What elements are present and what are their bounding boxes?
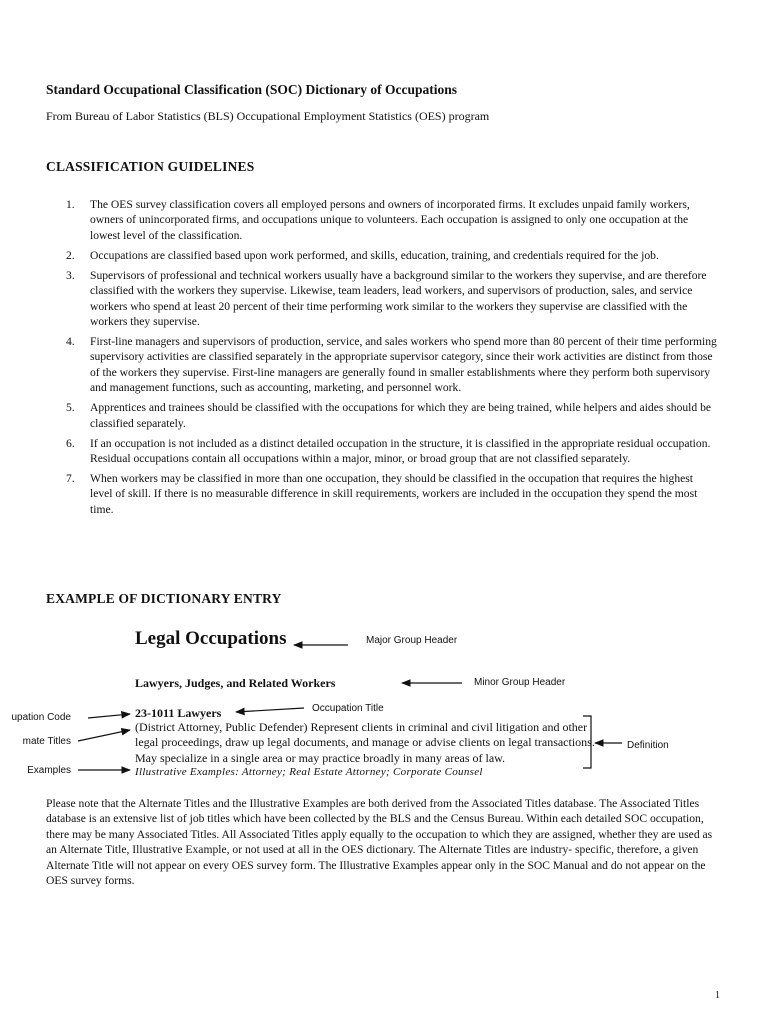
callout-minor-group-header: Minor Group Header [474, 677, 566, 688]
guideline-text: Supervisors of professional and technical workers usually have a background similar to the workers they supervise, and are therefore classified with the workers they supervise. Likewise, team leaders, lead workers, and supervisors of production, sales, and service workers who spend at least 20 percent of their time performing work similar to the workers they supervise are classified with the workers they supervise. [90, 268, 707, 329]
guidelines-list [66, 197, 718, 522]
minor-group-header: Lawyers, Judges, and Related Workers [135, 676, 336, 690]
illustrative-examples: Illustrative Examples: Attorney; Real Estate Attorney; Corporate Counsel [135, 766, 483, 778]
guideline-number: 4. [66, 335, 75, 349]
major-group-header: Legal Occupations [135, 628, 287, 649]
guideline-text: First-line managers and supervisors of production, service, and sales workers who spend more than 80 percent of their time performing supervisory activities are classified separately in the appropriate supervisor category, since their work activities are distinct from those of the workers they supervise. First-line managers are generally found in smaller establishments where they perform both supervisory and management functions, such as accounting, marketing, and personnel work. [90, 335, 717, 395]
example-heading: EXAMPLE OF DICTIONARY ENTRY [46, 591, 282, 606]
guideline-item [66, 400, 718, 431]
guideline-item [66, 436, 718, 467]
document-title: Standard Occupational Classification (SOC) Dictionary of Occupations [46, 82, 458, 97]
callout-alternate-titles: mate Titles [22, 736, 71, 747]
guideline-item [66, 334, 718, 396]
callout-major-group-header: Major Group Header [366, 635, 458, 646]
callout-definition: Definition [627, 740, 669, 751]
guideline-text: The OES survey classification covers all employed persons and owners of incorporated firms. It excludes unpaid family workers, owners of unincorporated firms, and occupations unique to volunteers. Each occupation is assigned to only one occupation at the lowest level of the classification. [90, 198, 690, 242]
callout-occupation-title: Occupation Title [312, 703, 384, 714]
page-number: 1 [715, 990, 720, 1001]
guideline-item [66, 248, 718, 263]
guideline-item [66, 197, 718, 243]
document-subtitle: From Bureau of Labor Statistics (BLS) Occupational Employment Statistics (OES) program [46, 109, 490, 123]
arrow-icon [78, 730, 130, 741]
guideline-text: Apprentices and trainees should be classified with the occupations for which they are being trained, while helpers and aides should be classified separately. [90, 401, 712, 430]
occupation-definition: (District Attorney, Public Defender) Represent clients in criminal and civil litigation and other legal proceedings, draw up legal documents, and manage or advise clients on legal transactions. May specialize in a single area or may practice broadly in many areas of law. [135, 720, 595, 765]
callout-illustrative-examples: Examples [27, 765, 71, 776]
guideline-number: 6. [66, 436, 75, 450]
guideline-text: When workers may be classified in more than one occupation, they should be classified in the occupation that requires the highest level of skill. If there is no measurable difference in skill requirements, workers are included in the occupation they spend the most time. [90, 472, 698, 516]
guideline-number: 3. [66, 268, 75, 282]
guideline-text: Occupations are classified based upon work performed, and skills, education, training, and credentials required for the job. [90, 248, 659, 262]
guidelines-heading: CLASSIFICATION GUIDELINES [46, 159, 255, 174]
guideline-number: 1. [66, 198, 75, 211]
arrow-icon [88, 714, 130, 718]
arrow-icon [236, 708, 304, 712]
associated-titles-note: Please note that the Alternate Titles and the Illustrative Examples are both derived from the Associated Titles database. The Associated Titles database is an extensive list of job titles which have been collected by the BLS and the Census Bureau. Within each detailed SOC occupation, there may be many Associated Titles. All Associated Titles apply equally to the occupation to which they are assigned, whether they are used as an Alternate Title, Illustrative Example, or not used at all in the OES dictionary. The Alternate Titles are industry- specific, therefore, a given Alternate Title will not appear on every OES survey form. The Illustrative Examples appear only in the SOC Manual and do not appear on the OES survey forms. [46, 797, 713, 888]
guideline-item [66, 268, 718, 330]
guideline-item [66, 471, 718, 517]
guideline-number: 7. [66, 472, 75, 486]
callout-occupation-code: upation Code [11, 712, 71, 723]
guideline-number: 2. [66, 248, 75, 262]
guideline-number: 5. [66, 401, 75, 415]
occupation-code-title: 23-1011 Lawyers [135, 706, 222, 720]
guideline-text: If an occupation is not included as a distinct detailed occupation in the structure, it is classified in the appropriate residual occupation. Residual occupations contain all occupations within a major, minor, or broad group that are not classified separately. [90, 436, 711, 466]
